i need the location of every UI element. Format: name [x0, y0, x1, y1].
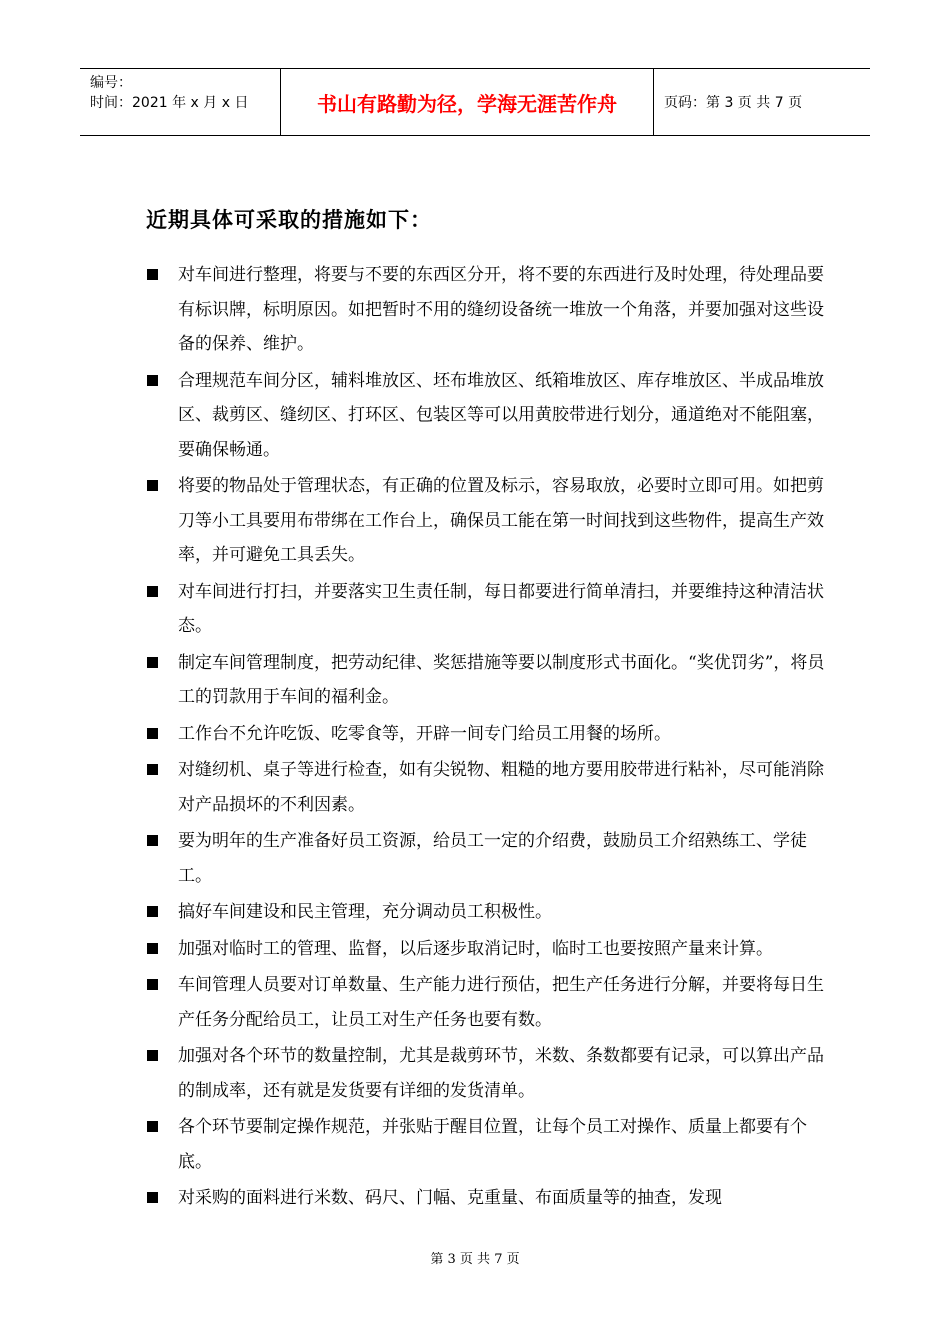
- list-item: [146, 717, 826, 752]
- list-item: [146, 575, 826, 644]
- list-item-text: 对采购的面料进行米数、码尺、门幅、克重量、布面质量等的抽查，发现: [178, 1188, 722, 1208]
- document-date-label: 时间：2021 年 x 月 x 日: [90, 95, 249, 111]
- list-item: [146, 646, 826, 715]
- list-item: [146, 364, 826, 468]
- list-item-text: 车间管理人员要对订单数量、生产能力进行预估，把生产任务进行分解，并要将每日生产任务分配给员工，让员工对生产任务也要有数。: [178, 975, 824, 1030]
- document-number-label: 编号：: [90, 75, 132, 91]
- list-item-text: 制定车间管理制度，把劳动纪律、奖惩措施等要以制度形式书面化。“奖优罚劣”，将员工的罚款用于车间的福利金。: [178, 652, 825, 707]
- list-item: [146, 469, 826, 573]
- square-bullet-icon: [147, 835, 158, 846]
- list-item: [146, 824, 826, 893]
- list-item: [146, 895, 826, 930]
- square-bullet-icon: [147, 1050, 158, 1061]
- square-bullet-icon: [147, 375, 158, 386]
- list-item-text: 对车间进行打扫，并要落实卫生责任制，每日都要进行简单清扫，并要维持这种清洁状态。: [178, 581, 824, 636]
- list-item-text: 对缝纫机、桌子等进行检查，如有尖锐物、粗糙的地方要用胶带进行粘补，尽可能消除对产品损坏的不利因素。: [178, 760, 824, 815]
- list-item-text: 加强对临时工的管理、监督，以后逐步取消记时，临时工也要按照产量来计算。: [178, 938, 773, 959]
- square-bullet-icon: [147, 1121, 158, 1132]
- square-bullet-icon: [147, 906, 158, 917]
- list-item: [146, 1181, 826, 1216]
- square-bullet-icon: [147, 764, 158, 775]
- square-bullet-icon: [147, 728, 158, 739]
- list-item: [146, 968, 826, 1037]
- list-item: [146, 1110, 826, 1179]
- page-footer: 第 3 页 共 7 页: [430, 1252, 520, 1267]
- list-item: [146, 258, 826, 362]
- square-bullet-icon: [147, 269, 158, 280]
- list-item-text: 加强对各个环节的数量控制，尤其是裁剪环节，米数、条数都要有记录，可以算出产品的制成率，还有就是发货要有详细的发货清单。: [178, 1046, 824, 1101]
- square-bullet-icon: [147, 979, 158, 990]
- list-item-text: 要为明年的生产准备好员工资源，给员工一定的介绍费，鼓励员工介绍熟练工、学徒工。: [178, 831, 807, 886]
- list-item: [146, 1039, 826, 1108]
- list-item: [146, 932, 826, 967]
- list-item-text: 搞好车间建设和民主管理，充分调动员工积极性。: [178, 902, 552, 922]
- list-item-text: 对车间进行整理，将要与不要的东西区分开，将不要的东西进行及时处理，待处理品要有标识牌，标明原因。如把暂时不用的缝纫设备统一堆放一个角落，并要加强对这些设备的保养、维护。: [178, 265, 824, 354]
- list-item: [146, 753, 826, 822]
- list-item-text: 工作台不允许吃饭、吃零食等，开辟一间专门给员工用餐的场所。: [178, 723, 671, 744]
- square-bullet-icon: [147, 1192, 158, 1203]
- header-motto: 书山有路勤为径，学海无涯苦作舟: [281, 69, 654, 135]
- header-info-cell: [80, 69, 281, 135]
- header-page-number: 页码：第 3 页 共 7 页: [664, 95, 803, 111]
- list-item-text: 合理规范车间分区，辅料堆放区、坯布堆放区、纸箱堆放区、库存堆放区、半成品堆放区、裁剪区、缝纫区、打环区、包装区等可以用黄胶带进行划分，通道绝对不能阻塞，要确保畅通。: [178, 370, 824, 460]
- section-heading: 近期具体可采取的措施如下：: [146, 208, 432, 232]
- square-bullet-icon: [147, 586, 158, 597]
- list-item-text: 将要的物品处于管理状态，有正确的位置及标示，容易取放，必要时立即可用。如把剪刀等小工具要用布带绑在工作台上，确保员工能在第一时间找到这些物件，提高生产效率，并可避免工具丢失。: [178, 476, 824, 565]
- list-item-text: 各个环节要制定操作规范，并张贴于醒目位置，让每个员工对操作、质量上都要有个底。: [178, 1117, 807, 1172]
- square-bullet-icon: [147, 657, 158, 668]
- square-bullet-icon: [147, 943, 158, 954]
- page-header: [80, 68, 870, 136]
- measures-list: [146, 258, 826, 1218]
- square-bullet-icon: [147, 480, 158, 491]
